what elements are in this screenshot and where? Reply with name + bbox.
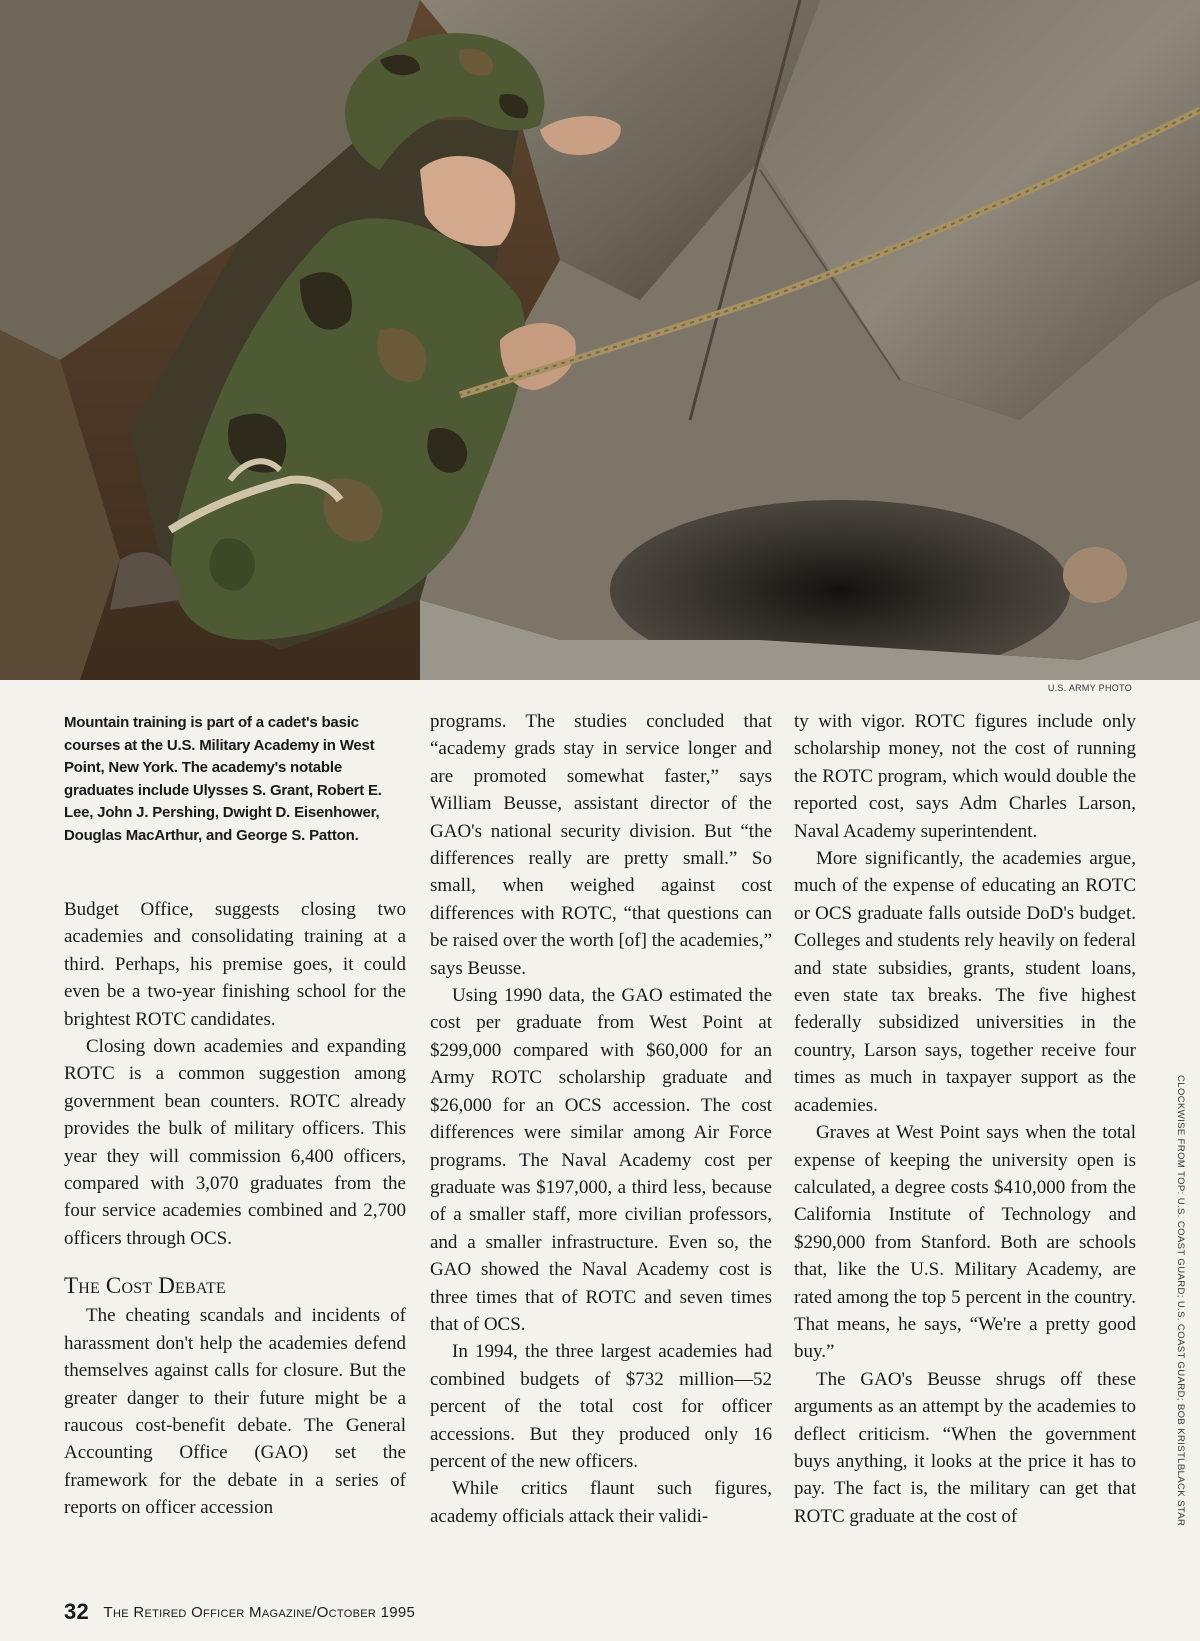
col1-paragraph-1: Budget Office, suggests closing two academies and consolidating training at a third. Perhaps, his premise goes, it could even be a two-year finishing school for the brightest ROTC candidates. <box>64 899 406 1030</box>
col3-paragraph-2: More significantly, the academies argue, much of the expense of educating an ROTC or OCS graduate falls outside DoD's budget. Colleges and students rely heavily on federal and state subsidies, grants, student loans, even state tax breaks. The five highest federally subsidized universities in the country, Larson says, together receive four times as much in taxpayer support as the academies. <box>794 848 1136 1116</box>
col2-paragraph-4: While critics flaunt such figures, academy officials attack their validi- <box>430 1478 772 1527</box>
column-2 <box>430 708 772 1530</box>
column-1 <box>64 708 406 1522</box>
photo-credit: U.S. ARMY PHOTO <box>1047 683 1132 693</box>
section-subhead: The Cost Debate <box>64 1273 226 1299</box>
page-footer <box>64 1599 415 1625</box>
col3-paragraph-3: Graves at West Point says when the total expense of keeping the university open is calculated, a degree costs $410,000 from the California Institute of Technology and $290,000 from Stanford. Both are schools that, like the U.S. Military Academy, are rated among the top 5 percent in the country. That means, he says, “We're a pretty good buy.” <box>794 1122 1136 1363</box>
magazine-title: The Retired Officer Magazine/October 1995 <box>103 1604 416 1621</box>
col2-paragraph-3: In 1994, the three largest academies had combined budgets of $732 million—52 percent of the total cost for officer accessions. But they produced only 16 percent of the new officers. <box>430 1341 772 1472</box>
cover-photo <box>0 0 1200 680</box>
rock-climbing-photo <box>0 0 1200 680</box>
col2-paragraph-1: programs. The studies concluded that “academy grads stay in service longer and are promoted somewhat faster,” says William Beusse, assistant director of the GAO's national security division. But “the differences really are pretty small.” So small, when weighed against cost differences with ROTC, “that questions can be raised over the worth [of] the academies,” says Beusse. <box>430 711 772 979</box>
col2-paragraph-2: Using 1990 data, the GAO estimated the cost per graduate from West Point at $299,000 compared with $60,000 for an Army ROTC scholarship graduate and $26,000 for an OCS accession. The cost differences were similar among Air Force programs. The Naval Academy cost per graduate was $197,000, a third less, because of a smaller staff, more civilian professors, and a smaller infrastructure. Even so, the GAO showed the Naval Academy cost is three times that of ROTC and seven times that of OCS. <box>430 985 772 1335</box>
col1-paragraph-2: Closing down academies and expanding ROTC is a common suggestion among government bean counters. ROTC already provides the bulk of military officers. This year they will commission 6,400 officers, compared with 3,070 graduates from the four service academies combined and 2,700 officers through OCS. <box>64 1036 406 1249</box>
col3-paragraph-1: ty with vigor. ROTC figures include only scholarship money, not the cost of running the ROTC program, which would double the reported cost, says Adm Charles Larson, Naval Academy superintendent. <box>794 711 1136 842</box>
col1-paragraph-3: The cheating scandals and incidents of harassment don't help the academies defend themselves against calls for closure. But the greater danger to their future might be a raucous cost-benefit debate. The General Accounting Office (GAO) set the framework for the debate in a series of reports on officer accession <box>64 1305 406 1519</box>
column-3 <box>794 708 1136 1530</box>
side-photo-credit: CLOCKWISE FROM TOP: U.S. COAST GUARD; U.S. COAST GUARD; BOB KRISTLBLACK STAR <box>1175 1075 1186 1527</box>
page-number: 32 <box>64 1599 90 1624</box>
col3-paragraph-4: The GAO's Beusse shrugs off these arguments as an attempt by the academies to deflect criticism. “When the government buys anything, it looks at the price it has to pay. The fact is, the military can get that ROTC graduate at the cost of <box>794 1368 1136 1527</box>
photo-caption: Mountain training is part of a cadet's basic courses at the U.S. Military Academy in West Point, New York. The academy's notable graduates include Ulysses S. Grant, Robert E. Lee, John J. Pershing, Dwight D. Eisenhower, Douglas MacArthur, and George S. Patton. <box>64 714 382 844</box>
